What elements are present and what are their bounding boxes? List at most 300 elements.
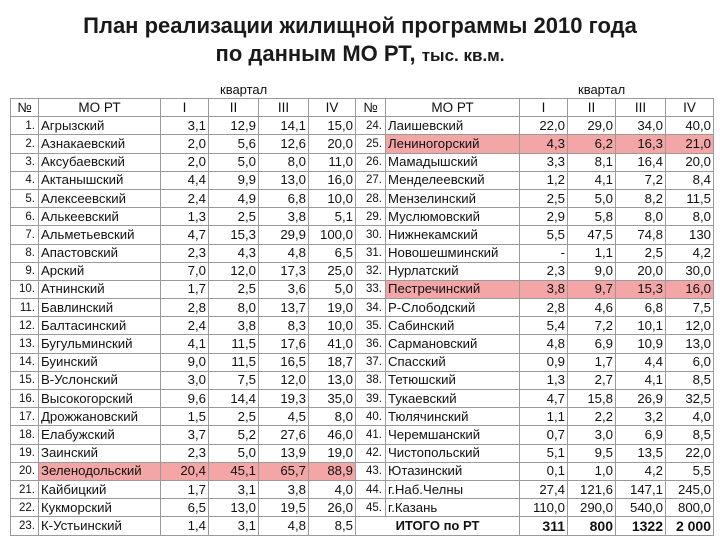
mo-name: Арский [39,262,161,280]
row-number: 30. [356,226,386,244]
header-q4: IV [309,99,356,117]
table-row [11,135,356,153]
row-number: 33. [356,280,386,298]
q3-value: 4,8 [259,517,309,535]
q3-value: 13,9 [259,444,309,462]
q4-value: 8,5 [666,371,714,389]
q3-value: 8,0 [616,208,666,226]
q3-value: 8,2 [616,189,666,207]
total-q2-value: 800 [568,517,616,535]
row-number: 31. [356,244,386,262]
table-row [11,499,356,517]
q1-value: 3,7 [161,426,209,444]
q4-value: 245,0 [666,480,714,498]
row-number: 16. [11,390,39,408]
row-number: 45. [356,499,386,517]
quarter-label-left: квартал [220,82,268,97]
row-number: 15. [11,371,39,389]
q3-value: 27,6 [259,426,309,444]
q3-value: 4,1 [616,371,666,389]
row-number: 19. [11,444,39,462]
q2-value: 6,2 [568,135,616,153]
row-number: 22. [11,499,39,517]
q2-value: 2,5 [209,280,259,298]
q4-value: 88,9 [309,462,356,480]
q4-value: 800,0 [666,499,714,517]
q2-value: 7,2 [568,317,616,335]
q3-value: 12,6 [259,135,309,153]
table-row [356,444,714,462]
mo-name: Черемшанский [386,426,520,444]
table-row [11,280,356,298]
q4-value: 22,0 [666,444,714,462]
q2-value: 4,9 [209,189,259,207]
mo-name: Азнакаевский [39,135,161,153]
q3-value: 13,5 [616,444,666,462]
q4-value: 7,5 [666,299,714,317]
q1-value: 5,5 [520,226,568,244]
q1-value: 20,4 [161,462,209,480]
q4-value: 11,0 [309,153,356,171]
q4-value: 6,5 [309,244,356,262]
right-header-row [356,99,714,117]
table-row [11,408,356,426]
mo-name: Альметьевский [39,226,161,244]
mo-name: г.Наб.Челны [386,480,520,498]
table-row [356,117,714,135]
q1-value: 0,7 [520,426,568,444]
row-number: 36. [356,335,386,353]
q3-value: 6,9 [616,426,666,444]
q3-value: 8,0 [259,153,309,171]
table-row [11,226,356,244]
q3-value: 74,8 [616,226,666,244]
left-header-row [11,99,356,117]
q3-value: 65,7 [259,462,309,480]
header-q2: II [209,99,259,117]
q1-value: 4,8 [520,335,568,353]
mo-name: Мамадышский [386,153,520,171]
q1-value: 1,2 [520,171,568,189]
q3-value: 147,1 [616,480,666,498]
title-line-2-text: по данным МО РТ, [215,41,416,66]
header-no: № [11,99,39,117]
q1-value: 2,0 [161,153,209,171]
header-q4: IV [666,99,714,117]
q2-value: 7,5 [209,371,259,389]
row-number: 9. [11,262,39,280]
q2-value: 8,1 [568,153,616,171]
table-row [11,426,356,444]
q4-value: 12,0 [666,317,714,335]
q3-value: 16,3 [616,135,666,153]
table-row [356,135,714,153]
q3-value: 12,0 [259,371,309,389]
row-number: 32. [356,262,386,280]
mo-name: Буинский [39,353,161,371]
q2-value: 15,8 [568,390,616,408]
q1-value: 5,1 [520,444,568,462]
q2-value: 1,7 [568,353,616,371]
q3-value: 6,8 [616,299,666,317]
table-row [356,353,714,371]
q4-value: 8,4 [666,171,714,189]
q3-value: 8,3 [259,317,309,335]
q4-value: 18,7 [309,353,356,371]
table-row [11,208,356,226]
table-row [356,244,714,262]
q4-value: 26,0 [309,499,356,517]
q3-value: 26,9 [616,390,666,408]
row-number: 39. [356,390,386,408]
q1-value: 0,9 [520,353,568,371]
q2-value: 13,0 [209,499,259,517]
total-label: ИТОГО по РТ [356,517,520,535]
left-table [10,98,356,536]
row-number: 43. [356,462,386,480]
mo-name: Дрожжановский [39,408,161,426]
mo-name: Актанышский [39,171,161,189]
table-row [11,480,356,498]
q4-value: 6,0 [666,353,714,371]
table-row [356,462,714,480]
q3-value: 19,3 [259,390,309,408]
header-q2: II [568,99,616,117]
left-table-body [11,117,356,535]
q3-value: 4,8 [259,244,309,262]
q4-value: 16,0 [666,280,714,298]
q2-value: 290,0 [568,499,616,517]
row-number: 7. [11,226,39,244]
q1-value: 22,0 [520,117,568,135]
q2-value: 12,0 [209,262,259,280]
q1-value: 4,3 [520,135,568,153]
table-row [356,408,714,426]
q2-value: 3,0 [568,426,616,444]
mo-name: Муслюмовский [386,208,520,226]
q4-value: 19,0 [309,444,356,462]
total-row [356,517,714,535]
q1-value: 4,1 [161,335,209,353]
total-q3-value: 1322 [616,517,666,535]
table-row [11,299,356,317]
q2-value: 5,6 [209,135,259,153]
mo-name: Лениногорский [386,135,520,153]
q2-value: 3,1 [209,517,259,535]
table-row [356,262,714,280]
table-row [11,153,356,171]
q2-value: 11,5 [209,353,259,371]
mo-name: Тетюшский [386,371,520,389]
q2-value: 47,5 [568,226,616,244]
q2-value: 29,0 [568,117,616,135]
q3-value: 14,1 [259,117,309,135]
q2-value: 5,0 [209,153,259,171]
total-q4-value: 2 000 [666,517,714,535]
row-number: 26. [356,153,386,171]
q1-value: 2,3 [161,444,209,462]
q4-value: 40,0 [666,117,714,135]
q2-value: 3,1 [209,480,259,498]
mo-name: Пестречинский [386,280,520,298]
quarter-label-right: квартал [578,82,626,97]
mo-name: Бугульминский [39,335,161,353]
table-row [11,353,356,371]
table-row [356,480,714,498]
table-row [356,499,714,517]
q1-value: 2,4 [161,317,209,335]
q1-value: 9,0 [161,353,209,371]
right-table-body [356,117,714,535]
title-unit: тыс. кв.м. [421,46,505,65]
q1-value: 27,4 [520,480,568,498]
page-title [0,12,720,70]
q2-value: 2,5 [209,408,259,426]
q3-value: 34,0 [616,117,666,135]
table-row [11,189,356,207]
table-row [356,171,714,189]
table-row [11,462,356,480]
q4-value: 11,5 [666,189,714,207]
q1-value: 5,4 [520,317,568,335]
q3-value: 16,4 [616,153,666,171]
q3-value: 13,7 [259,299,309,317]
mo-name: Тюлячинский [386,408,520,426]
q1-value: 1,5 [161,408,209,426]
mo-name: Чистопольский [386,444,520,462]
q3-value: 13,0 [259,171,309,189]
mo-name: К-Устьинский [39,517,161,535]
header-q1: I [520,99,568,117]
table-row [356,317,714,335]
row-number: 40. [356,408,386,426]
header-q3: III [616,99,666,117]
q2-value: 45,1 [209,462,259,480]
q2-value: 14,4 [209,390,259,408]
row-number: 34. [356,299,386,317]
row-number: 5. [11,189,39,207]
q1-value: 6,5 [161,499,209,517]
q2-value: 5,0 [568,189,616,207]
header-mo: МО РТ [39,99,161,117]
mo-name: Заинский [39,444,161,462]
q1-value: 4,7 [161,226,209,244]
q1-value: 2,0 [161,135,209,153]
mo-name: Новошешминский [386,244,520,262]
mo-name: В-Услонский [39,371,161,389]
q3-value: 3,6 [259,280,309,298]
q4-value: 25,0 [309,262,356,280]
q1-value: 2,4 [161,189,209,207]
title-line-1: План реализации жилищной программы 2010 года [83,13,637,38]
q1-value: 1,1 [520,408,568,426]
mo-name: Агрызский [39,117,161,135]
q2-value: 12,9 [209,117,259,135]
mo-name: Балтасинский [39,317,161,335]
q2-value: 9,5 [568,444,616,462]
table-row [356,280,714,298]
mo-name: Апастовский [39,244,161,262]
mo-name: Ютазинский [386,462,520,480]
table-row [11,262,356,280]
q1-value: 1,7 [161,480,209,498]
q1-value: 3,8 [520,280,568,298]
mo-name: Алексеевский [39,189,161,207]
row-number: 17. [11,408,39,426]
mo-name: Аксубаевский [39,153,161,171]
row-number: 42. [356,444,386,462]
q2-value: 4,3 [209,244,259,262]
q1-value: 1,3 [520,371,568,389]
q1-value: 3,3 [520,153,568,171]
q4-value: 32,5 [666,390,714,408]
q1-value: 9,6 [161,390,209,408]
q4-value: 5,1 [309,208,356,226]
q4-value: 13,0 [666,335,714,353]
q1-value: 0,1 [520,462,568,480]
q4-value: 20,0 [666,153,714,171]
q4-value: 20,0 [309,135,356,153]
q3-value: 29,9 [259,226,309,244]
q1-value: 1,7 [161,280,209,298]
q3-value: 2,5 [616,244,666,262]
table-row [356,371,714,389]
header-no: № [356,99,386,117]
row-number: 8. [11,244,39,262]
mo-name: Сабинский [386,317,520,335]
row-number: 24. [356,117,386,135]
q3-value: 19,5 [259,499,309,517]
q2-value: 9,0 [568,262,616,280]
row-number: 28. [356,189,386,207]
title-line-2 [0,40,720,70]
mo-name: Лаишевский [386,117,520,135]
total-q1-value: 311 [520,517,568,535]
q3-value: 10,1 [616,317,666,335]
table-row [11,244,356,262]
mo-name: Сармановский [386,335,520,353]
row-number: 13. [11,335,39,353]
table-row [11,371,356,389]
q1-value: 2,3 [161,244,209,262]
mo-name: Мензелинский [386,189,520,207]
q4-value: 16,0 [309,171,356,189]
q4-value: 35,0 [309,390,356,408]
q2-value: 3,8 [209,317,259,335]
q3-value: 4,4 [616,353,666,371]
q4-value: 4,0 [666,408,714,426]
q3-value: 16,5 [259,353,309,371]
table-row [11,171,356,189]
mo-name: Алькеевский [39,208,161,226]
q1-value: 2,3 [520,262,568,280]
header-mo: МО РТ [386,99,520,117]
q1-value: 2,9 [520,208,568,226]
q4-value: 30,0 [666,262,714,280]
mo-name: г.Казань [386,499,520,517]
q4-value: 21,0 [666,135,714,153]
row-number: 21. [11,480,39,498]
q3-value: 3,8 [259,480,309,498]
q1-value: 4,7 [520,390,568,408]
q2-value: 4,1 [568,171,616,189]
q3-value: 20,0 [616,262,666,280]
row-number: 25. [356,135,386,153]
right-table [355,98,714,536]
table-row [11,335,356,353]
q2-value: 6,9 [568,335,616,353]
q4-value: 100,0 [309,226,356,244]
q2-value: 9,7 [568,280,616,298]
q4-value: 46,0 [309,426,356,444]
q4-value: 8,5 [309,517,356,535]
row-number: 35. [356,317,386,335]
mo-name: Кукморский [39,499,161,517]
q4-value: 5,0 [309,280,356,298]
table-row [11,444,356,462]
row-number: 29. [356,208,386,226]
q3-value: 15,3 [616,280,666,298]
q1-value: 3,1 [161,117,209,135]
q4-value: 15,0 [309,117,356,135]
q4-value: 10,0 [309,317,356,335]
q1-value: 1,4 [161,517,209,535]
q4-value: 4,0 [309,480,356,498]
q3-value: 3,8 [259,208,309,226]
q4-value: 8,0 [309,408,356,426]
mo-name: Нижнекамский [386,226,520,244]
q2-value: 121,6 [568,480,616,498]
table-row [11,390,356,408]
row-number: 4. [11,171,39,189]
table-row [11,517,356,535]
row-number: 14. [11,353,39,371]
table-row [356,426,714,444]
row-number: 3. [11,153,39,171]
q4-value: 19,0 [309,299,356,317]
q1-value: 4,4 [161,171,209,189]
header-q3: III [259,99,309,117]
row-number: 20. [11,462,39,480]
q3-value: 7,2 [616,171,666,189]
q2-value: 1,1 [568,244,616,262]
q2-value: 5,2 [209,426,259,444]
q1-value: 1,3 [161,208,209,226]
mo-name: Р-Слободский [386,299,520,317]
q1-value: 3,0 [161,371,209,389]
q2-value: 2,2 [568,408,616,426]
q2-value: 9,9 [209,171,259,189]
row-number: 10. [11,280,39,298]
q4-value: 10,0 [309,189,356,207]
q1-value: 2,8 [520,299,568,317]
table-row [356,335,714,353]
row-number: 12. [11,317,39,335]
q4-value: 13,0 [309,371,356,389]
q3-value: 4,5 [259,408,309,426]
mo-name: Елабужский [39,426,161,444]
row-number: 37. [356,353,386,371]
mo-name: Бавлинский [39,299,161,317]
table-row [11,117,356,135]
mo-name: Тукаевский [386,390,520,408]
q1-value: - [520,244,568,262]
q3-value: 10,9 [616,335,666,353]
q4-value: 41,0 [309,335,356,353]
row-number: 11. [11,299,39,317]
table-row [356,153,714,171]
q3-value: 3,2 [616,408,666,426]
